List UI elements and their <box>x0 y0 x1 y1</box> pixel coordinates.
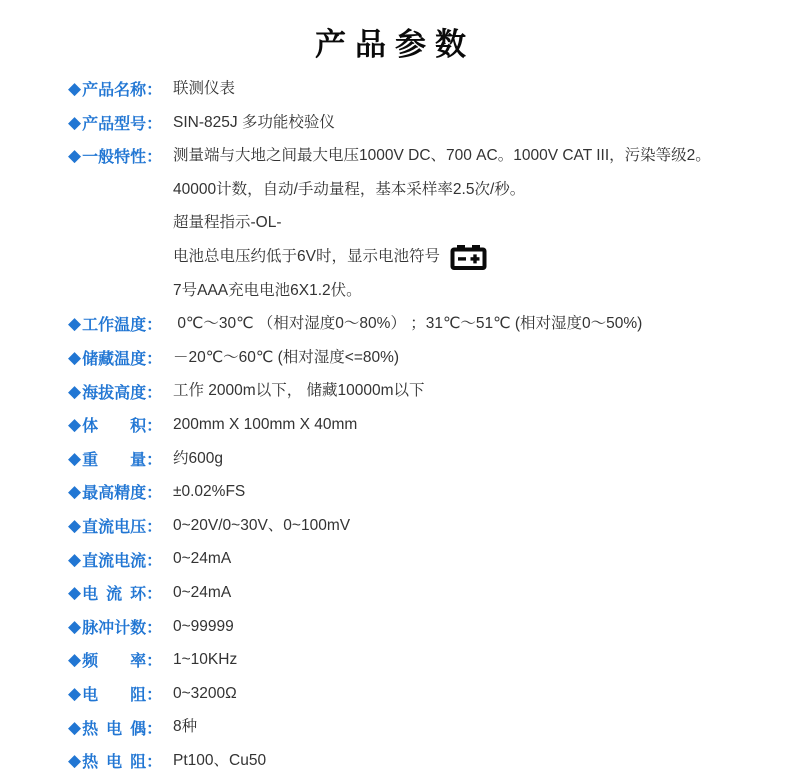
label-colon: ： <box>146 619 163 637</box>
param-label <box>68 542 165 576</box>
parameter-list <box>0 72 790 777</box>
param-label-text: 频率 <box>82 653 147 671</box>
param-value: 0~20V/0~30V、0~100mV <box>173 516 351 534</box>
diamond-bullet-icon: ◆ <box>68 482 82 502</box>
param-label-text: 热电阻 <box>82 754 147 772</box>
row-volume <box>68 408 770 442</box>
param-label <box>68 442 165 476</box>
param-label <box>68 106 165 140</box>
param-value: 8种 <box>173 718 198 736</box>
general-feature-line <box>165 139 770 173</box>
label-colon: ： <box>146 115 163 133</box>
param-label <box>68 509 165 543</box>
param-label <box>68 307 165 341</box>
param-label-text: 重量 <box>82 451 147 469</box>
row-operating-temperature <box>68 307 770 341</box>
param-value: Pt100、Cu50 <box>173 751 267 769</box>
param-value: SIN-825J 多功能校验仪 <box>173 113 335 131</box>
param-label-text: 直流电流 <box>82 552 147 570</box>
row-pulse-count <box>68 610 770 644</box>
label-colon: ： <box>146 653 163 671</box>
param-label-text: 直流电压 <box>82 519 147 537</box>
param-value: 0~24mA <box>173 583 232 601</box>
label-colon: ： <box>146 519 163 537</box>
row-rtd <box>68 744 770 778</box>
row-dc-current <box>68 542 770 576</box>
param-value: －20℃～60℃ (相对湿度<=80%) <box>173 348 400 366</box>
row-storage-temperature <box>68 341 770 375</box>
row-current-loop <box>68 576 770 610</box>
param-label <box>68 139 165 173</box>
diamond-bullet-icon: ◆ <box>68 549 82 569</box>
param-value: 约600g <box>173 449 223 467</box>
param-label <box>68 72 165 106</box>
label-colon: ： <box>146 149 163 167</box>
row-product-model <box>68 106 770 140</box>
param-label-text: 工作温度 <box>82 317 147 335</box>
row-thermocouple <box>68 710 770 744</box>
label-colon: ： <box>146 384 163 402</box>
param-label <box>68 643 165 677</box>
diamond-bullet-icon: ◆ <box>68 516 82 536</box>
param-label <box>68 341 165 375</box>
diamond-bullet-icon: ◆ <box>68 616 82 636</box>
row-max-accuracy <box>68 475 770 509</box>
row-product-name <box>68 72 770 106</box>
page-title: 产品参数 <box>315 27 475 62</box>
param-value: 200mm X 100mm X 40mm <box>173 415 358 433</box>
param-value: ±0.02%FS <box>173 483 246 501</box>
general-feature-text: 40000计数，自动/手动量程，基本采样率2.5次/秒。 <box>173 180 526 198</box>
param-value: 0~99999 <box>173 617 234 635</box>
param-label <box>68 475 165 509</box>
battery-icon <box>450 244 487 270</box>
diamond-bullet-icon: ◆ <box>68 683 82 703</box>
label-colon: ： <box>146 418 163 436</box>
general-features-block <box>165 139 770 307</box>
label-colon: ： <box>146 82 163 100</box>
param-label-text: 储藏温度 <box>82 351 147 369</box>
diamond-bullet-icon: ◆ <box>68 650 82 670</box>
label-colon: ： <box>146 720 163 738</box>
param-label <box>68 374 165 408</box>
label-colon: ： <box>146 686 163 704</box>
label-colon: ： <box>146 317 163 335</box>
param-label-text: 电流环 <box>82 586 147 604</box>
param-label <box>68 610 165 644</box>
param-label-text: 电阻 <box>82 686 147 704</box>
diamond-bullet-icon: ◆ <box>68 583 82 603</box>
param-value: 0~24mA <box>173 550 232 568</box>
param-value: 1~10KHz <box>173 651 238 669</box>
param-value: 0℃～30℃ （相对湿度0～80%） ；31℃～51℃ (相对湿度0～50%) <box>173 315 643 333</box>
diamond-bullet-icon: ◆ <box>68 112 82 132</box>
param-label-text: 热电偶 <box>82 720 147 738</box>
param-label-text: 产品型号 <box>82 115 147 133</box>
row-dc-voltage <box>68 509 770 543</box>
param-label-text: 一般特性 <box>82 149 147 167</box>
diamond-bullet-icon: ◆ <box>68 146 82 166</box>
general-feature-text: 超量程指示-OL- <box>173 214 282 232</box>
row-general-features <box>68 139 770 307</box>
param-label-text: 最高精度 <box>82 485 147 503</box>
param-label <box>68 677 165 711</box>
label-colon: ： <box>146 351 163 369</box>
diamond-bullet-icon: ◆ <box>68 448 82 468</box>
label-colon: ： <box>146 552 163 570</box>
row-frequency <box>68 643 770 677</box>
row-resistance <box>68 677 770 711</box>
diamond-bullet-icon: ◆ <box>68 348 82 368</box>
param-label <box>68 408 165 442</box>
diamond-bullet-icon: ◆ <box>68 381 82 401</box>
row-altitude <box>68 374 770 408</box>
general-feature-line <box>165 274 770 308</box>
general-feature-line <box>165 206 770 240</box>
general-feature-line <box>165 173 770 207</box>
diamond-bullet-icon: ◆ <box>68 314 82 334</box>
general-feature-text: 7号AAA充电电池6X1.2伏。 <box>173 281 362 299</box>
general-feature-text: 电池总电压约低于6V时，显示电池符号 <box>173 247 440 265</box>
param-label <box>68 576 165 610</box>
label-colon: ： <box>146 586 163 604</box>
general-feature-text: 测量端与大地之间最大电压1000V DC、700 AC。1000V CAT III，污染等级2。 <box>173 147 711 165</box>
general-feature-line-battery <box>165 240 770 274</box>
param-label-text: 海拔高度 <box>82 384 147 402</box>
param-label-text: 脉冲计数 <box>82 619 147 637</box>
param-value: 工作 2000m以下， 储藏10000m以下 <box>173 382 425 400</box>
label-colon: ： <box>146 754 163 772</box>
param-value: 0~3200Ω <box>173 684 237 702</box>
param-label-text: 产品名称 <box>82 82 147 100</box>
row-weight <box>68 442 770 476</box>
diamond-bullet-icon: ◆ <box>68 79 82 99</box>
diamond-bullet-icon: ◆ <box>68 717 82 737</box>
param-label <box>68 710 165 744</box>
param-label <box>68 744 165 778</box>
diamond-bullet-icon: ◆ <box>68 751 82 771</box>
label-colon: ： <box>146 485 163 503</box>
param-label-text: 体积 <box>82 418 147 436</box>
param-value: 联测仪表 <box>173 80 236 97</box>
label-colon: ： <box>146 451 163 469</box>
diamond-bullet-icon: ◆ <box>68 415 82 435</box>
